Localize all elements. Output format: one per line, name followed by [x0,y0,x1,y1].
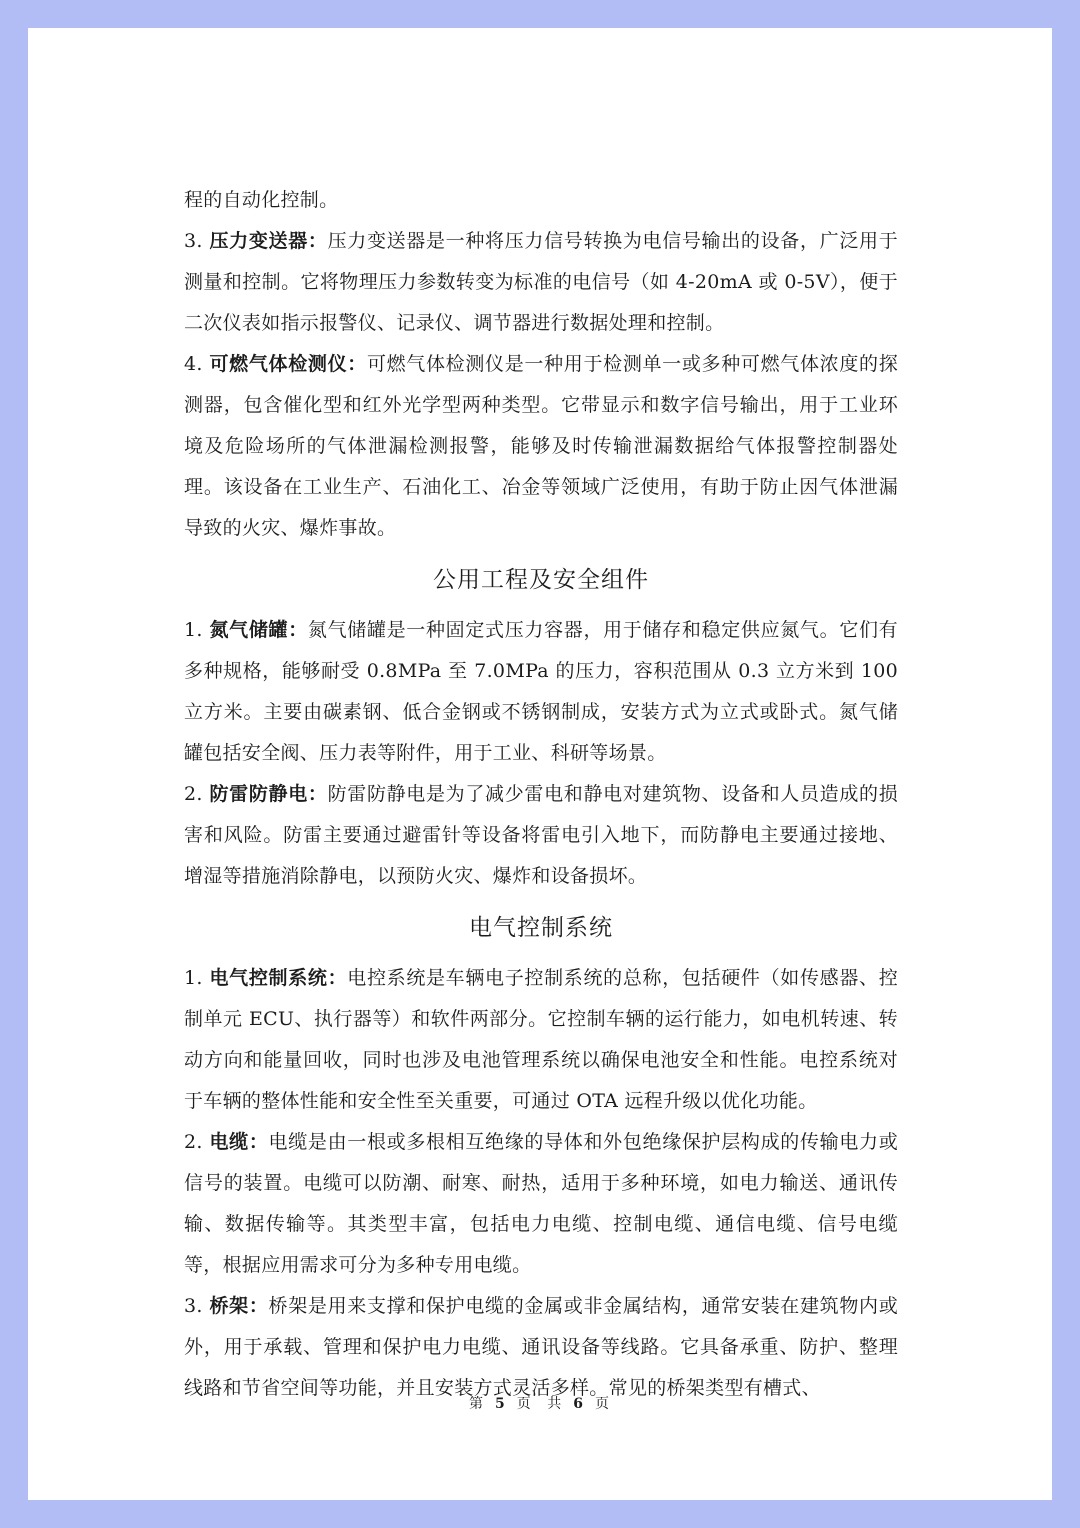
item-title: 氮气储罐： [209,619,308,641]
item-gas-detector [184,344,898,549]
item-number: 1. [184,619,203,641]
page-footer [28,1393,1052,1413]
item-text: 电缆是由一根或多根相互绝缘的导体和外包绝缘保护层构成的传输电力或信号的装置。电缆可以防潮、耐寒、耐热，适用于多种环境，如电力输送、通讯传输、数据传输等。其类型丰富，包括电力电缆、控制电缆、通信电缆、信号电缆等，根据应用需求可分为多种专用电缆。 [184,1131,899,1276]
item-title: 桥架： [209,1295,269,1317]
footer-middle2: 共 [547,1396,564,1412]
item-cable-tray [184,1286,898,1409]
item-pressure-transmitter [184,221,898,344]
item-electrical-control [184,958,898,1122]
footer-total-pages: 6 [573,1396,585,1412]
section-heading-electrical: 电气控制系统 [469,915,613,941]
item-text: 电控系统是车辆电子控制系统的总称，包括硬件（如传感器、控制单元 ECU、执行器等）和软件两部分。它控制车辆的运行能力，如电机转速、转动方向和能量回收，同时也涉及电池管理系统以确保电池安全和性能。电控系统对于车辆的整体性能和安全性至关重要，可通过 OTA 远程升级以优化功能。 [184,967,899,1112]
item-title: 压力变送器： [209,230,328,252]
item-lightning-protection [184,774,898,897]
item-text: 压力变送器是一种将压力信号转换为电信号输出的设备，广泛用于测量和控制。它将物理压力参数转变为标准的电信号（如 4-20mA 或 0-5V），便于二次仪表如指示报警仪、记录仪、调节器进行数据处理和控制。 [184,230,899,334]
item-number: 4. [184,353,203,375]
item-number: 1. [184,967,203,989]
item-title: 可燃气体检测仪： [209,353,367,375]
item-text: 氮气储罐是一种固定式压力容器，用于储存和稳定供应氮气。它们有多种规格，能够耐受 0.8MPa 至 7.0MPa 的压力，容积范围从 0.3 立方米到 100 立方米。主要由碳素钢、低合金钢或不锈钢制成，安装方式为立式或卧式。氮气储罐包括安全阀、压力表等附件，用于工业、科研等场景。 [184,619,898,764]
item-title: 防雷防静电： [209,783,328,805]
footer-current-page: 5 [495,1396,507,1412]
item-number: 2. [184,783,203,805]
item-title: 电气控制系统： [209,967,348,989]
paragraph-intro-tail: 程的自动化控制。 [184,189,339,211]
item-number: 2. [184,1131,203,1153]
document-body [184,180,898,1409]
item-text: 桥架是用来支撑和保护电缆的金属或非金属结构，通常安装在建筑物内或外，用于承载、管理和保护电力电缆、通讯设备等线路。它具备承重、防护、整理线路和节省空间等功能，并且安装方式灵活多样。常见的桥架类型有槽式、 [184,1295,899,1399]
item-title: 电缆： [209,1131,269,1153]
item-number: 3. [184,230,203,252]
item-text: 防雷防静电是为了减少雷电和静电对建筑物、设备和人员造成的损害和风险。防雷主要通过避雷针等设备将雷电引入地下，而防静电主要通过接地、增湿等措施消除静电，以预防火灾、爆炸和设备损坏。 [184,783,899,887]
item-text: 可燃气体检测仪是一种用于检测单一或多种可燃气体浓度的探测器，包含催化型和红外光学型两种类型。它带显示和数字信号输出，用于工业环境及危险场所的气体泄漏检测报警，能够及时传输泄漏数据给气体报警控制器处理。该设备在工业生产、石油化工、冶金等领域广泛使用，有助于防止因气体泄漏导致的火灾、爆炸事故。 [184,353,898,539]
footer-middle1: 页 [516,1396,533,1412]
item-number: 3. [184,1295,203,1317]
footer-suffix: 页 [594,1396,611,1412]
section-heading-utilities: 公用工程及安全组件 [433,567,649,593]
document-page [28,28,1052,1500]
item-nitrogen-tank [184,610,898,774]
item-cable [184,1122,898,1286]
footer-prefix: 第 [469,1396,486,1412]
